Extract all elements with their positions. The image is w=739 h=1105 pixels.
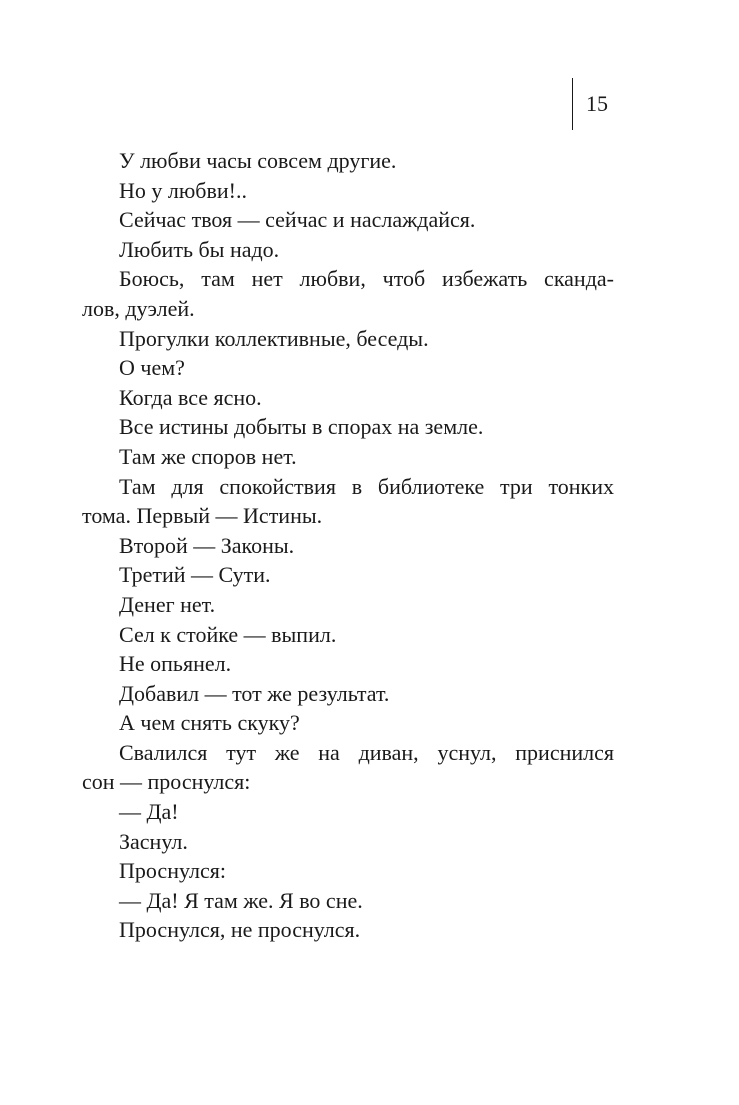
paragraph-line: лов, дуэлей.	[82, 295, 195, 321]
page-number: 15	[586, 91, 608, 116]
paragraph-line: тома. Первый — Истины.	[82, 503, 323, 529]
paragraph: О чем?	[119, 355, 185, 381]
paragraph: Там же споров нет.	[119, 443, 297, 469]
paragraph	[82, 738, 614, 797]
paragraph: Прогулки коллективные, беседы.	[119, 325, 429, 351]
paragraph: Сейчас твоя — сейчас и наслаждайся.	[119, 207, 476, 233]
paragraph: Проснулся, не проснулся.	[119, 917, 361, 943]
paragraph: Когда все ясно.	[119, 384, 262, 410]
paragraph: У любви часы совсем другие.	[119, 148, 397, 173]
paragraph: — Да!	[119, 799, 179, 825]
paragraph: Заснул.	[119, 828, 188, 854]
paragraph	[82, 472, 614, 531]
paragraph-line: Свалился тут же на диван, уснул, приснился	[119, 739, 614, 765]
paragraph: Третий — Сути.	[119, 562, 271, 588]
header-rule	[572, 78, 573, 130]
paragraph: Все истины добыты в спорах на земле.	[119, 414, 484, 440]
paragraph-line: Там для спокойствия в библиотеке три тонких	[119, 473, 614, 499]
body-text	[82, 146, 614, 945]
paragraph: — Да! Я там же. Я во сне.	[119, 887, 363, 913]
paragraph: Но у любви!..	[119, 177, 247, 203]
paragraph: Денег нет.	[119, 591, 216, 617]
paragraph-line: сон — проснулся:	[82, 769, 251, 795]
paragraph: Добавил — тот же результат.	[119, 680, 390, 706]
paragraph: Не опьянел.	[119, 651, 232, 677]
paragraph: Сел к стойке — выпил.	[119, 621, 337, 647]
paragraph: А чем снять скуку?	[119, 710, 300, 736]
paragraph: Любить бы надо.	[119, 236, 280, 262]
paragraph: Проснулся:	[119, 858, 226, 884]
paragraph	[82, 264, 614, 323]
paragraph: Второй — Законы.	[119, 532, 295, 558]
paragraph-line: Боюсь, там нет любви, чтоб избежать сканда-	[119, 266, 614, 292]
